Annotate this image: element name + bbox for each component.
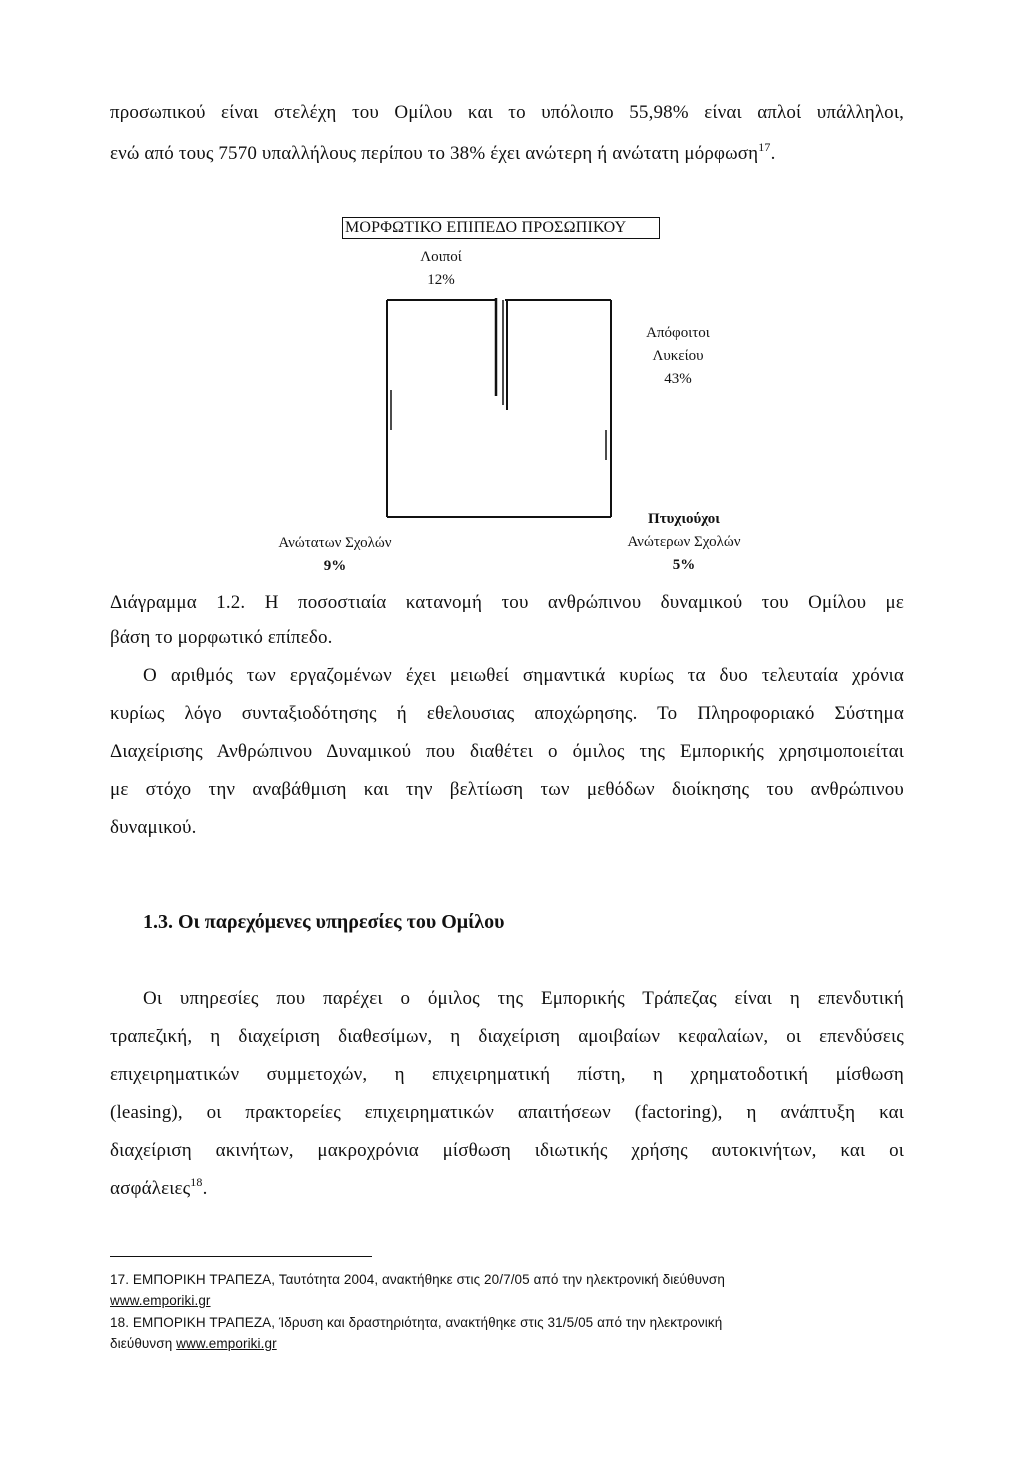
footnote-18: 18. ΕΜΠΟΡΙΚΗ ΤΡΑΠΕΖΑ, Ίδρυση και δραστηριότητα, ανακτήθηκε στις 31/5/05 από την ηλεκτρονική: [110, 1315, 723, 1330]
education-chart: [0, 0, 1024, 620]
label-others: [401, 246, 481, 292]
para1-line-3: Διαχείρισης Ανθρώπινου Δυναμικού που διαθέτει ο όμιλος της Εμπορικής χρησιμοποιείται: [110, 741, 904, 762]
label-higher: [610, 508, 758, 577]
intro-line-2-end: .: [770, 143, 776, 164]
label-lyceum: [628, 322, 728, 391]
para2-last-end: .: [202, 1178, 208, 1199]
footnote-18-link[interactable]: www.emporiki.gr: [176, 1336, 277, 1351]
para2-line-2: τραπεζική, η διαχείριση διαθεσίμων, η διαχείριση αμοιβαίων κεφαλαίων, οι επενδύσεις: [110, 1026, 904, 1047]
label-highest-value: 9%: [323, 558, 347, 574]
label-higher-line2: Ανώτερων Σχολών: [627, 534, 741, 550]
para1-line-1: Ο αριθμός των εργαζομένων έχει μειωθεί σημαντικά κυρίως τα δυο τελευταία χρόνια: [143, 665, 904, 686]
footnote-ref-17[interactable]: 17: [758, 140, 771, 154]
para2-line-4: (leasing), οι πρακτορείες επιχειρηματικών απαιτήσεων (factoring), η ανάπτυξη και: [110, 1102, 904, 1123]
footnote-17: 17. ΕΜΠΟΡΙΚΗ ΤΡΑΠΕΖΑ, Ταυτότητα 2004, ανακτήθηκε στις 20/7/05 από την ηλεκτρονική διεύθυνση: [110, 1272, 725, 1287]
para1-line-2: κυρίως λόγο συνταξιοδότησης ή εθελουσιας αποχώρησης. Το Πληροφοριακό Σύστημα: [110, 703, 904, 724]
footnote-17-link[interactable]: www.emporiki.gr: [110, 1293, 211, 1308]
label-higher-value: 5%: [672, 557, 696, 573]
intro-line-2-text: ενώ από τους 7570 υπαλλήλους περίπου το 38% έχει ανώτερη ή ανώτατη μόρφωση: [110, 143, 759, 164]
caption-line-2: βάση το μορφωτικό επίπεδο.: [110, 627, 333, 648]
label-highest: [255, 532, 415, 578]
para2-line-3: επιχειρηματικών συμμετοχών, η επιχειρηματική πίστη, η χρηματοδοτική μίσθωση: [110, 1064, 904, 1085]
label-others-name: Λοιποί: [420, 249, 462, 265]
para2-last-text: ασφάλειες: [110, 1178, 191, 1199]
chart-title: ΜΟΡΦΩΤΙΚΟ ΕΠΙΠΕΔΟ ΠΡΟΣΩΠΙΚΟΥ: [342, 217, 660, 239]
section-heading: 1.3. Οι παρεχόμενες υπηρεσίες του Ομίλου: [143, 911, 505, 933]
footnote-18-link-line: [110, 1336, 277, 1351]
para2-line-1: Οι υπηρεσίες που παρέχει ο όμιλος της Εμπορικής Τράπεζας είναι η επενδυτική: [143, 988, 904, 1009]
label-lyceum-line1: Απόφοιτοι: [646, 325, 710, 341]
label-lyceum-value: 43%: [664, 371, 692, 387]
label-highest-name: Ανώτατων Σχολών: [278, 535, 392, 551]
label-higher-line1: Πτυχιούχοι: [648, 511, 720, 527]
footnote-17-link-line: [110, 1293, 211, 1308]
caption-line-1: Διάγραμμα 1.2. Η ποσοστιαία κατανομή του ανθρώπινου δυναμικού του Ομίλου με: [110, 592, 904, 613]
para1-line-4: με στόχο την αναβάθμιση και την βελτίωση των μεθόδων διοίκησης του ανθρώπινου: [110, 779, 904, 800]
intro-line-1: προσωπικού είναι στελέχη του Ομίλου και το υπόλοιπο 55,98% είναι απλοί υπάλληλοι,: [110, 102, 904, 123]
label-lyceum-line2: Λυκείου: [652, 348, 704, 364]
para1-line-5: δυναμικού.: [110, 817, 197, 838]
label-others-value: 12%: [427, 272, 455, 288]
footnote-ref-18[interactable]: 18: [190, 1175, 203, 1189]
footnote-rule: [110, 1256, 372, 1257]
footnote-18-prefix: διεύθυνση: [110, 1336, 177, 1351]
para2-line-5: διαχείριση ακινήτων, μακροχρόνια μίσθωση ιδιωτικής χρήσης αυτοκινήτων, και οι: [110, 1140, 904, 1161]
para2-line-6: [110, 1175, 208, 1200]
